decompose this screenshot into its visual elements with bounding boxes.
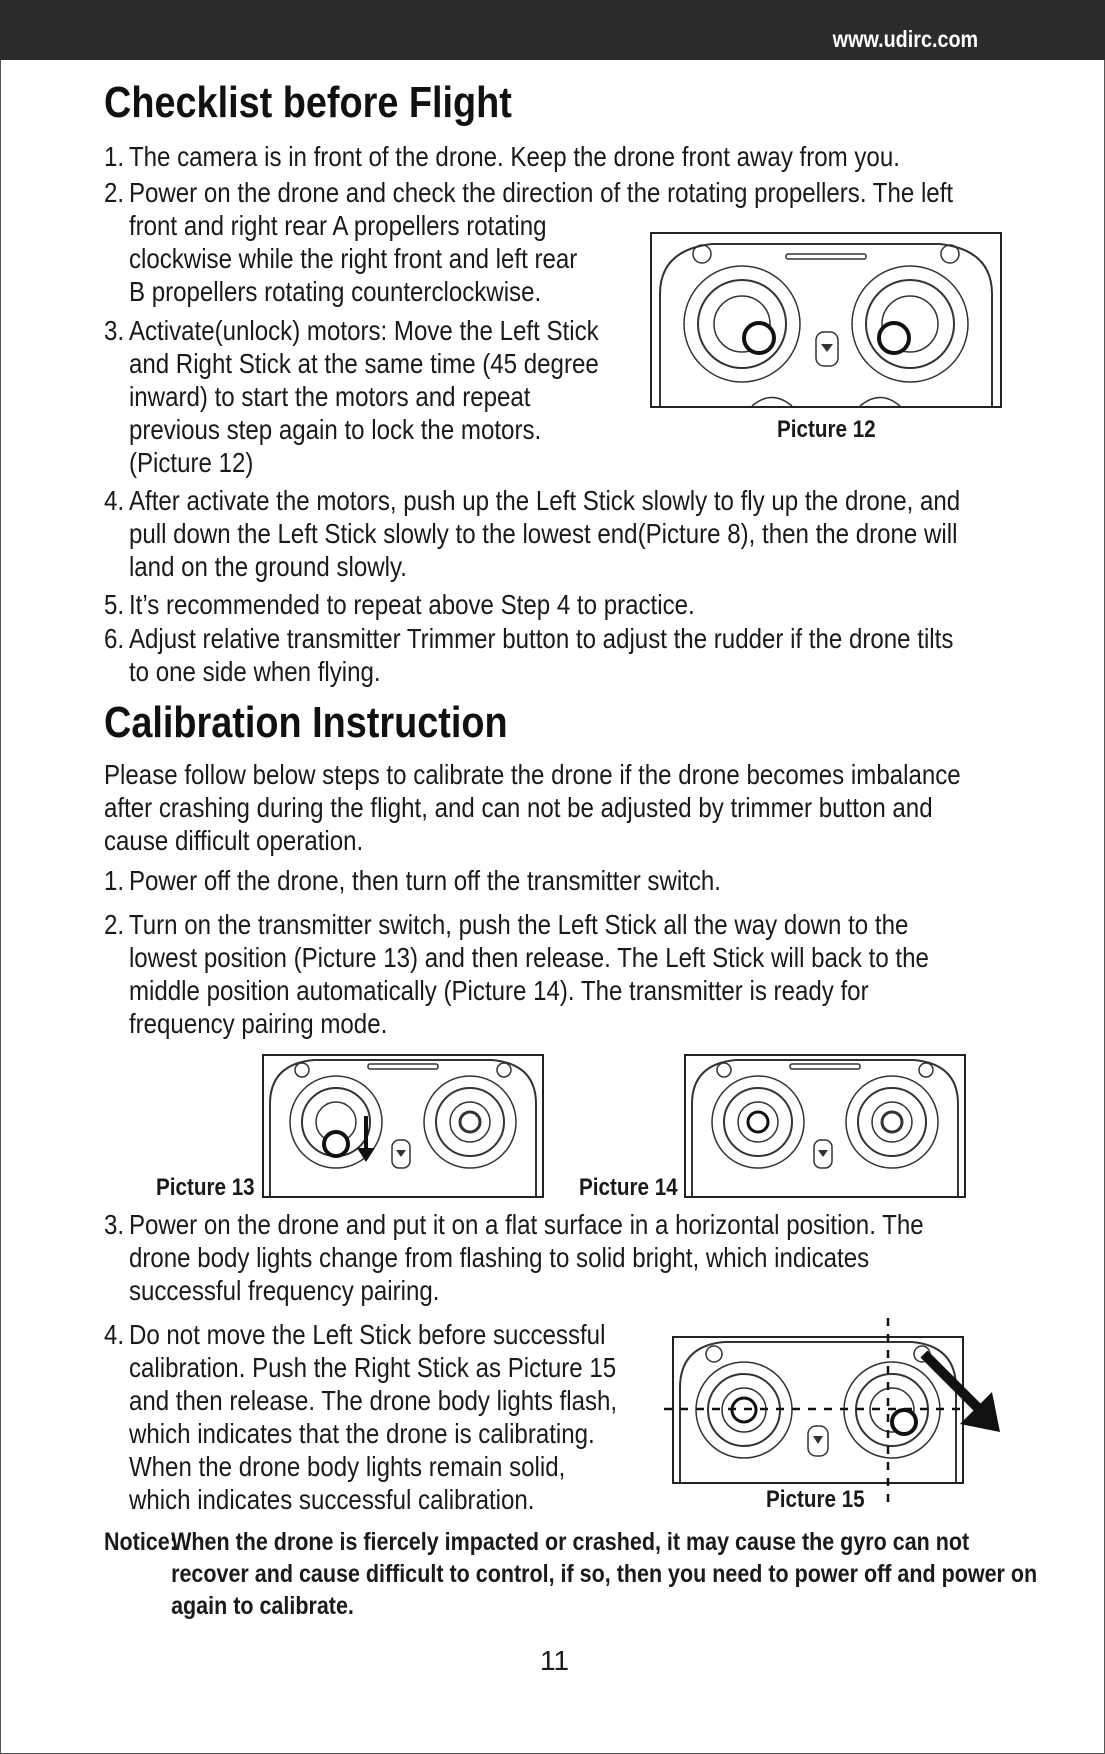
figure-13-caption: Picture 13 xyxy=(156,1174,255,1201)
calibration-intro: Please follow below steps to calibrate the drone if the drone becomes imbalance after crashing during the flight, and can not be adjusted by trimmer button and cause difficult operation. xyxy=(104,759,961,856)
transmitter-illustration xyxy=(264,1056,542,1196)
figure-14-caption: Picture 14 xyxy=(579,1174,678,1201)
calibration-title: Calibration Instruction xyxy=(104,698,508,747)
page-number: 11 xyxy=(540,1645,570,1676)
transmitter-figure-12 xyxy=(650,232,1002,408)
notice-label: Notice: xyxy=(104,1528,177,1556)
transmitter-illustration xyxy=(686,1056,964,1196)
transmitter-figure-14 xyxy=(684,1054,966,1198)
calibration-direction-overlay xyxy=(660,1314,1006,1510)
figure-12-caption: Picture 12 xyxy=(777,416,876,443)
checklist-title: Checklist before Flight xyxy=(104,78,512,127)
website-url[interactable]: www.udirc.com xyxy=(832,26,978,52)
transmitter-illustration xyxy=(652,234,1000,406)
transmitter-figure-13 xyxy=(262,1054,544,1198)
header-bar xyxy=(0,0,1105,60)
manual-page: www.udirc.com Checklist before Flight 1. The camera is in front of the drone. Keep the drone front away from you. 2. Power on the drone and check the direction of the rotating propellers. The left front and right rear A propellers rotating clockwise while the right front and left rear B propellers rotating counterclockwise. 3. Activate(unlock) motors: Move the Left Stick and Right Stick at the same time (45 degree inward) to start the motors and repeat previous step again to lock the motors. (Picture 12) 4. After activate the motors, push up the Left Stick slowly to fly up the drone, and pull down the Left Stick slowly to the lowest end(Picture 8), then the drone will land on the ground slowly. 5. It’s recommended to repeat above Step 4 to practice. 6. Adjust relative transmitter Trimmer button to adjust the rudder if the drone tilts to one side when flying. Picture 12 Calibration Instruction Please follow below steps to calibrate the drone if the drone becomes imbalance after crashing during the flight, and can not be adjusted by trimmer button and cause difficult operation. 1. Power off the drone, then turn off the transmitter switch. 2. Turn on the transmitter switch, push the Left Stick all the way down to the lowest position (Picture 13) and then release. The Left Stick will back to the middle position automatically (Picture 14). The transmitter is ready for frequency pairing mode. Picture 13 Picture 14 3. Power on the drone and put it on a flat surface in a horizontal position. The drone body lights change from flashing to solid bright, which indicates successful frequency pairing. 4. Do not move the Left Stick before successful calibration. Push the Right Stick as Picture 15 and then release. The drone body lights flash, which indicates that the drone is calibrating. When the drone body lights remain solid, which indicates successful calibration. Picture 15 Notice: When the drone is fiercely impacted or crashed, it may cause the gyro can not recover and cause difficult to control, if so, then you need to power off and power on again to calibrate. 11 xyxy=(0,0,1105,1754)
figure-15-caption: Picture 15 xyxy=(766,1486,865,1513)
